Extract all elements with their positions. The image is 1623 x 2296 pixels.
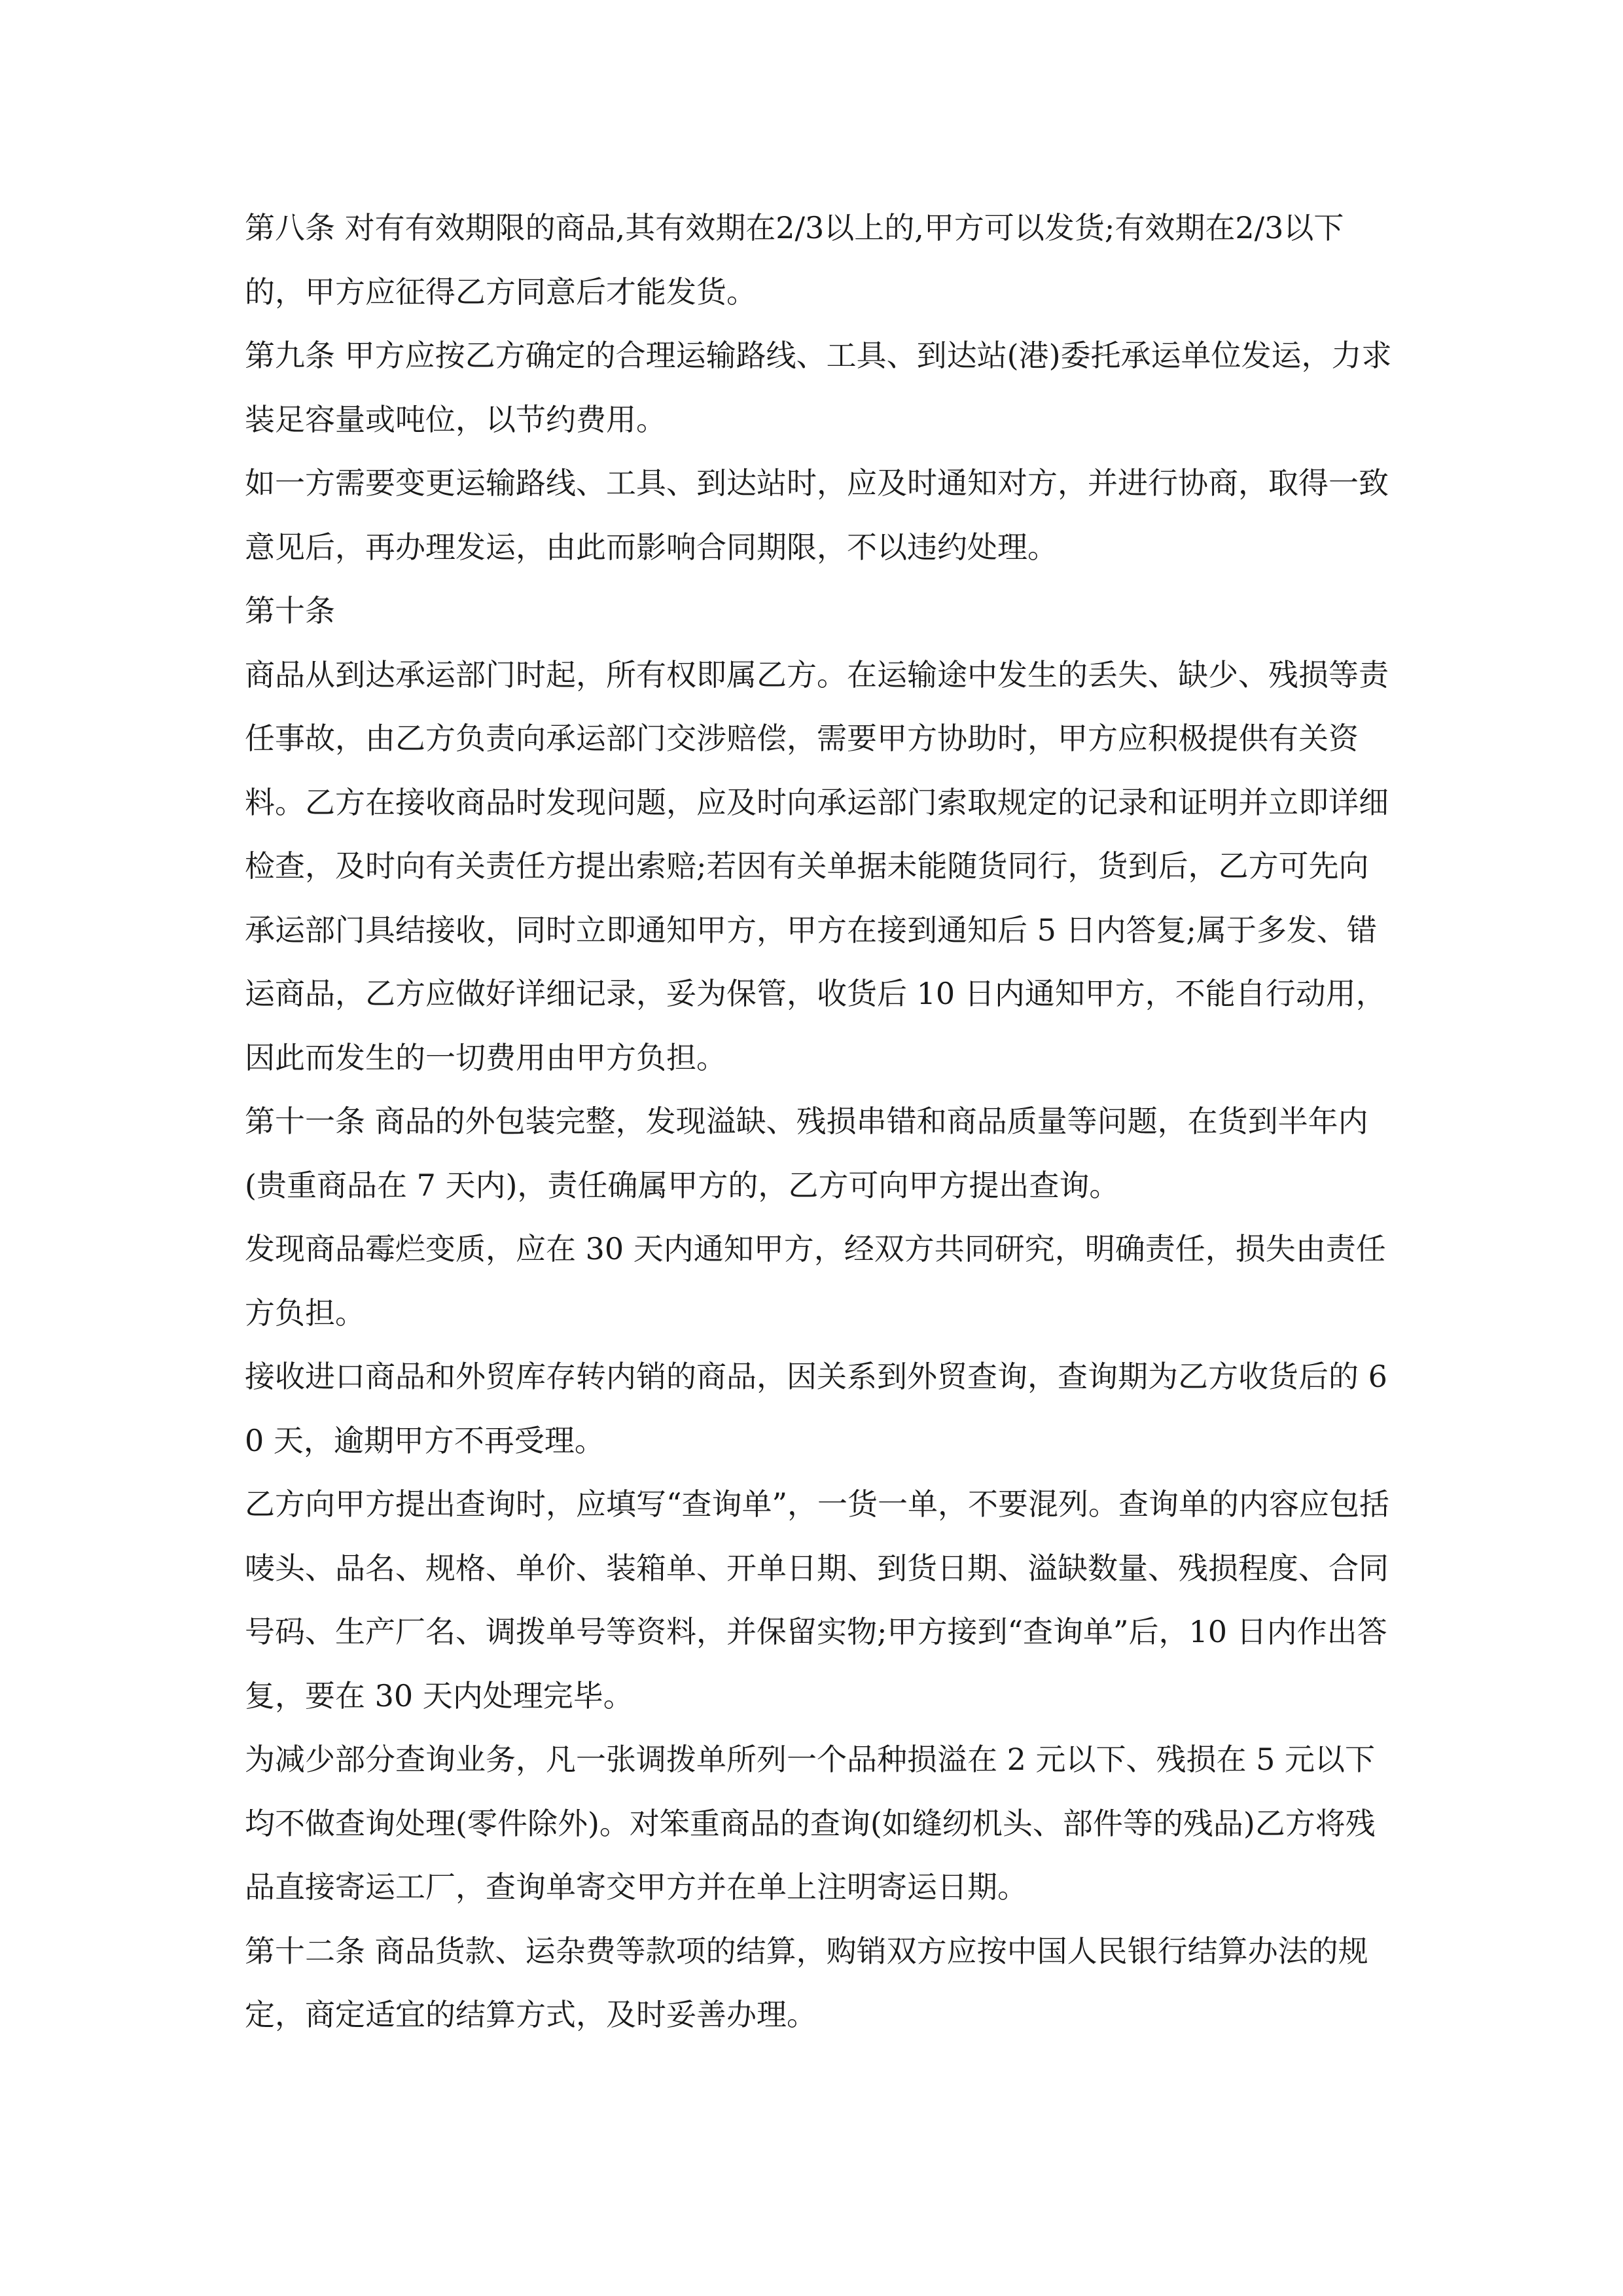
paragraph-article-8: 第八条 对有有效期限的商品,其有效期在2/3以上的,甲方可以发货;有效期在2/3以下的，甲方应征得乙方同意后才能发货。 (245, 210, 1344, 310)
paragraph-article-12: 第十二条 商品货款、运杂费等款项的结算，购销双方应按中国人民银行结算办法的规定，商定适宜的结算方式，及时妥善办理。 (245, 1933, 1368, 2032)
contract-body (245, 196, 1397, 2047)
paragraph-inquiry-form: 乙方向甲方提出查询时，应填写“查询单”，一货一单，不要混列。查询单的内容应包括唛头、品名、规格、单价、装箱单、开单日期、到货日期、溢缺数量、残损程度、合同号码、生产厂名、调拨单号等资料，并保留实物;甲方接到“查询单”后，10 日内作出答复，要在 30 天内处理完毕。 (245, 1486, 1390, 1713)
paragraph-import-goods: 接收进口商品和外贸库存转内销的商品，因关系到外贸查询，查询期为乙方收货后的 60 天，逾期甲方不再受理。 (245, 1359, 1387, 1458)
heading-article-10: 第十条 (245, 593, 335, 628)
paragraph-route-change: 如一方需要变更运输路线、工具、到达站时，应及时通知对方，并进行协商，取得一致意见后，再办理发运，由此而影响合同期限，不以违约处理。 (245, 465, 1389, 565)
paragraph-article-11: 第十一条 商品的外包装完整，发现溢缺、残损串错和商品质量等问题，在货到半年内(贵重商品在 7 天内)，责任确属甲方的，乙方可向甲方提出查询。 (245, 1103, 1368, 1203)
paragraph-article-10-body: 商品从到达承运部门时起，所有权即属乙方。在运输途中发生的丢失、缺少、残损等责任事故，由乙方负责向承运部门交涉赔偿，需要甲方协助时，甲方应积极提供有关资料。乙方在接收商品时发现问题，应及时向承运部门索取规定的记录和证明并立即详细检查，及时向有关责任方提出索赔;若因有关单据未能随货同行，货到后，乙方可先向承运部门具结接收，同时立即通知甲方，甲方在接到通知后 5 日内答复;属于多发、错运商品，乙方应做好详细记录，妥为保管，收货后 10 日内通知甲方，不能自行动用，因此而发生的一切费用由甲方负担。 (245, 656, 1389, 1075)
paragraph-spoilage: 发现商品霉烂变质，应在 30 天内通知甲方，经双方共同研究，明确责任，损失由责任方负担。 (245, 1231, 1386, 1331)
paragraph-article-9: 第九条 甲方应按乙方确定的合理运输路线、工具、到达站(港)委托承运单位发运，力求装足容量或吨位，以节约费用。 (245, 338, 1392, 437)
paragraph-reduce-inquiry: 为减少部分查询业务，凡一张调拨单所列一个品种损溢在 2 元以下、残损在 5 元以下均不做查询处理(零件除外)。对笨重商品的查询(如缝纫机头、部件等的残品)乙方将残品直接寄运工厂，查询单寄交甲方并在单上注明寄运日期。 (245, 1742, 1376, 1905)
